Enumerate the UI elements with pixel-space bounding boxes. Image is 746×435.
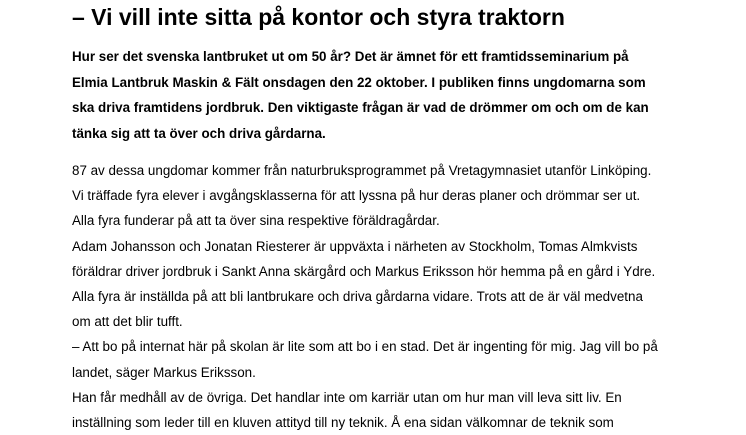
body-line: Alla fyra är inställda på att bli lantbrukare och driva gårdarna vidare. Trots att de är väl medvetna bbox=[72, 289, 643, 305]
ingress-line: Hur ser det svenska lantbruket ut om 50 år? Det är ämnet för ett framtidsseminarium på bbox=[72, 49, 629, 64]
article-headline: – Vi vill inte sitta på kontor och styra traktorn bbox=[72, 4, 565, 30]
body-line: om att det blir tufft. bbox=[72, 314, 183, 330]
body-line: Adam Johansson och Jonatan Riesterer är uppväxta i närheten av Stockholm, Tomas Almkvists bbox=[72, 238, 638, 254]
body-line: inställning som leder till en kluven attityd till ny teknik. Å ena sidan välkomnar de teknik som bbox=[72, 415, 614, 431]
body-line: – Att bo på internat här på skolan är lite som att bo i en stad. Det är ingenting för mig. Jag vill bo på bbox=[72, 339, 658, 355]
body-line: landet, säger Markus Eriksson. bbox=[72, 364, 256, 380]
article-body bbox=[72, 158, 658, 435]
body-line: Alla fyra funderar på att ta över sina respektive föräldragårdar. bbox=[72, 213, 440, 229]
ingress-line: tänka sig att ta över och driva gårdarna. bbox=[72, 125, 326, 141]
body-line: föräldrar driver jordbruk i Sankt Anna skärgård och Markus Eriksson hör hemma på en gård i Ydre. bbox=[72, 263, 656, 279]
ingress-line: Elmia Lantbruk Maskin & Fält onsdagen den 22 oktober. I publiken finns ungdomarna som bbox=[72, 74, 646, 90]
ingress-line: ska driva framtidens jordbruk. Den viktigaste frågan är vad de drömmer om och om de kan bbox=[72, 100, 649, 116]
body-line: Vi träffade fyra elever i avgångsklasserna för att lyssna på hur deras planer och drömmar ser ut. bbox=[72, 188, 641, 204]
body-line: Han får medhåll av de övriga. Det handlar inte om karriär utan om hur man vill leva sitt liv. En bbox=[72, 389, 622, 405]
article-ingress bbox=[72, 44, 649, 146]
body-line: 87 av dessa ungdomar kommer från naturbruksprogrammet på Vretagymnasiet utanför Linköping. bbox=[72, 163, 652, 178]
